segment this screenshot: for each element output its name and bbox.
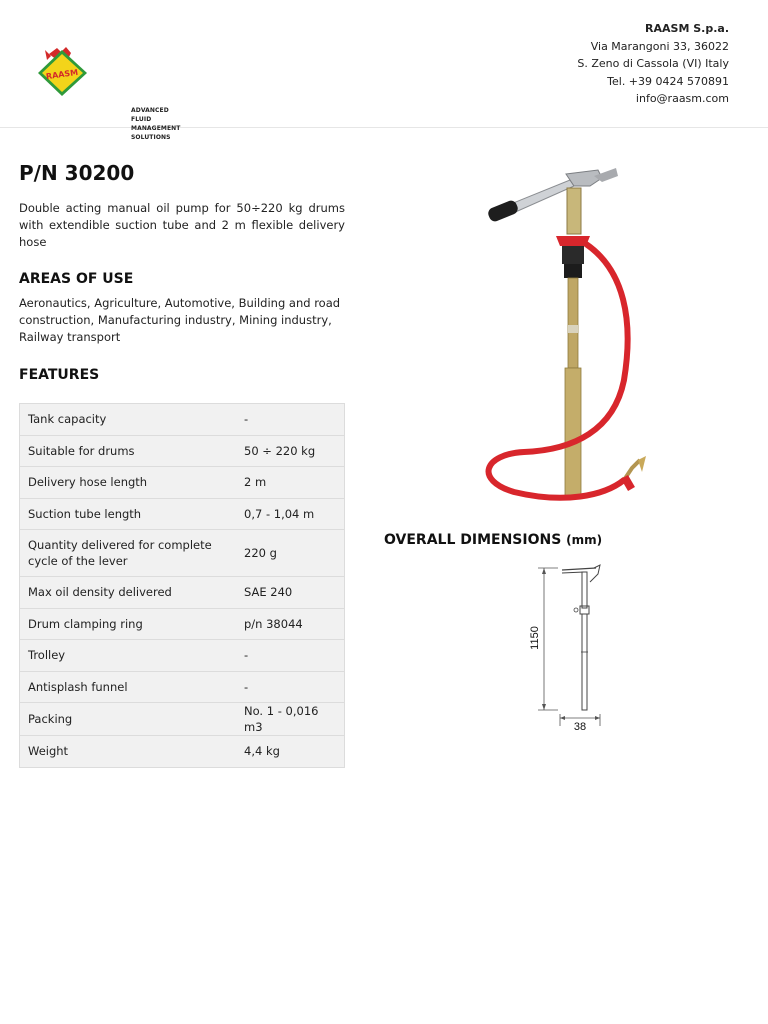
table-row (20, 703, 345, 736)
height-label: 1150 (529, 626, 541, 650)
company-address-line1: Via Marangoni 33, 36022 (590, 39, 729, 53)
feature-label: Tank capacity (20, 404, 233, 436)
feature-label: Antisplash funnel (20, 671, 233, 703)
table-row (20, 435, 345, 467)
company-email[interactable]: info@raasm.com (635, 92, 729, 105)
areas-of-use-title: AREAS OF USE (19, 271, 134, 287)
feature-value: p/n 38044 (232, 608, 345, 640)
feature-value: 0,7 - 1,04 m (232, 498, 345, 530)
feature-value: 220 g (232, 530, 345, 577)
raasm-logo[interactable] (35, 44, 185, 141)
feature-label: Suitable for drums (20, 435, 233, 467)
product-description: Double acting manual oil pump for 50÷220 kg drums with extendible suction tube and 2 m flexible delivery hose (19, 201, 345, 249)
company-name: RAASM S.p.a. (645, 22, 729, 35)
dimensions-drawing (524, 560, 614, 735)
feature-value: SAE 240 (232, 577, 345, 609)
feature-label: Suction tube length (20, 498, 233, 530)
feature-label: Drum clamping ring (20, 608, 233, 640)
feature-value: - (232, 404, 345, 436)
table-row (20, 498, 345, 530)
table-row (20, 736, 345, 768)
logo-tagline: ADVANCED FLUID MANAGEMENT SOLUTIONS (131, 107, 181, 141)
feature-value: - (232, 640, 345, 672)
page-header (0, 0, 768, 141)
features-title: FEATURES (19, 367, 100, 383)
table-row (20, 404, 345, 436)
feature-label: Weight (20, 736, 233, 768)
dimension-diagram-icon (524, 560, 614, 735)
company-phone: Tel. +39 0424 570891 (607, 74, 729, 88)
feature-label: Max oil density delivered (20, 577, 233, 609)
part-number-title: P/N 30200 (19, 161, 135, 185)
width-label: 38 (573, 721, 587, 733)
feature-label: Trolley (20, 640, 233, 672)
feature-value: 2 m (232, 467, 345, 499)
features-table (19, 403, 345, 768)
table-row (20, 640, 345, 672)
product-info (19, 160, 345, 385)
logo-emblem-icon (35, 44, 105, 100)
product-photo (384, 160, 744, 510)
areas-of-use-text: Aeronautics, Agriculture, Automotive, Building and road construction, Manufacturing industry, Mining industry, Railway transport (19, 296, 341, 344)
table-row (20, 608, 345, 640)
feature-value: 50 ÷ 220 kg (232, 435, 345, 467)
feature-value: 4,4 kg (232, 736, 345, 768)
feature-value: No. 1 - 0,016 m3 (232, 703, 345, 736)
overall-dimensions-title: OVERALL DIMENSIONS (mm) (384, 532, 603, 548)
feature-value: - (232, 671, 345, 703)
feature-label: Quantity delivered for complete cycle of the lever (20, 530, 233, 577)
table-row (20, 530, 345, 577)
company-address-line2: S. Zeno di Cassola (VI) Italy (577, 57, 729, 70)
feature-label: Packing (20, 703, 233, 736)
oil-pump-icon (384, 160, 744, 510)
table-row (20, 671, 345, 703)
table-row (20, 577, 345, 609)
logo-brand-text: RAASM (45, 67, 79, 82)
company-info (577, 20, 729, 108)
feature-label: Delivery hose length (20, 467, 233, 499)
table-row (20, 467, 345, 499)
